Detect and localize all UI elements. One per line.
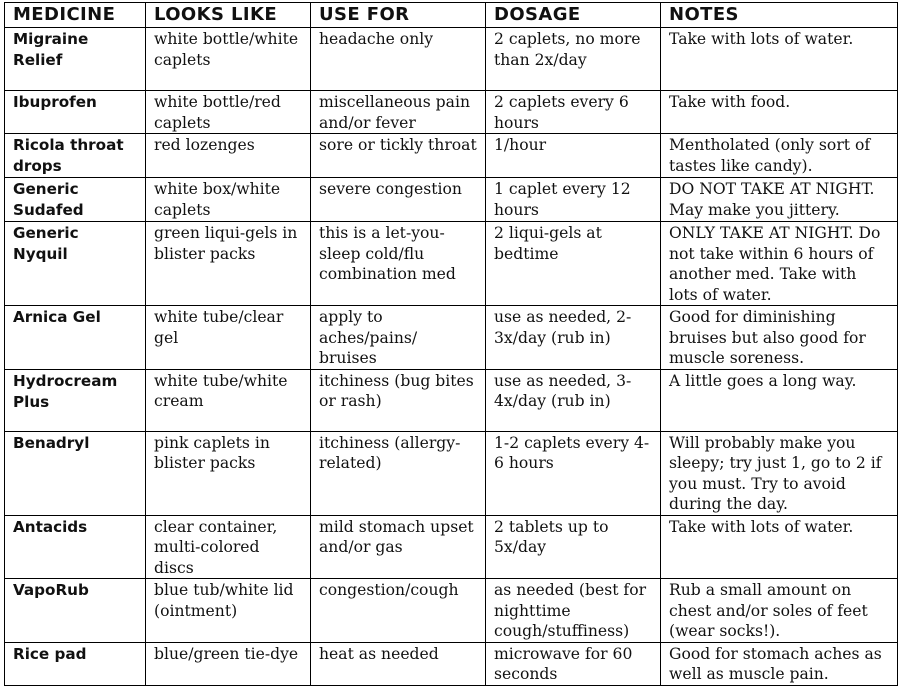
dosage-cell: as needed (best for nighttime cough/stuffiness)	[486, 579, 661, 643]
medicine-name: Generic Nyquil	[5, 222, 146, 306]
use-for-cell: itchiness (allergy-related)	[311, 431, 486, 515]
notes-cell: A little goes a long way.	[661, 369, 898, 431]
use-for-cell: apply to aches/pains/ bruises	[311, 306, 486, 370]
use-for-cell: itchiness (bug bites or rash)	[311, 369, 486, 431]
table-row	[5, 306, 898, 370]
use-for-cell: sore or tickly throat	[311, 134, 486, 178]
looks-like-cell: pink caplets in blister packs	[146, 431, 311, 515]
medicine-name: Hydrocream Plus	[5, 369, 146, 431]
looks-like-cell: blue tub/white lid (ointment)	[146, 579, 311, 643]
use-for-cell: heat as needed	[311, 642, 486, 685]
column-header-looks-like: LOOKS LIKE	[146, 3, 311, 28]
notes-cell: Mentholated (only sort of tastes like candy).	[661, 134, 898, 178]
medicine-name: Antacids	[5, 515, 146, 579]
use-for-cell: mild stomach upset and/or gas	[311, 515, 486, 579]
table-row	[5, 222, 898, 306]
dosage-cell: 1 caplet every 12 hours	[486, 178, 661, 222]
notes-cell: DO NOT TAKE AT NIGHT. May make you jittery.	[661, 178, 898, 222]
medicine-name: Migraine Relief	[5, 28, 146, 91]
header-row	[5, 3, 898, 28]
table-row	[5, 431, 898, 515]
dosage-cell: 2 tablets up to 5x/day	[486, 515, 661, 579]
looks-like-cell: white bottle/red caplets	[146, 91, 311, 134]
dosage-cell: 1-2 caplets every 4-6 hours	[486, 431, 661, 515]
column-header-notes: NOTES	[661, 3, 898, 28]
medicine-name: Generic Sudafed	[5, 178, 146, 222]
notes-cell: Take with lots of water.	[661, 28, 898, 91]
notes-cell: Good for diminishing bruises but also good for muscle soreness.	[661, 306, 898, 370]
looks-like-cell: white tube/white cream	[146, 369, 311, 431]
dosage-cell: use as needed, 3-4x/day (rub in)	[486, 369, 661, 431]
dosage-cell: microwave for 60 seconds	[486, 642, 661, 685]
notes-cell: Will probably make you sleepy; try just 1, go to 2 if you must. Try to avoid during the day.	[661, 431, 898, 515]
table-row	[5, 178, 898, 222]
medicine-name: Ricola throat drops	[5, 134, 146, 178]
looks-like-cell: blue/green tie-dye	[146, 642, 311, 685]
looks-like-cell: red lozenges	[146, 134, 311, 178]
notes-cell: ONLY TAKE AT NIGHT. Do not take within 6 hours of another med. Take with lots of water.	[661, 222, 898, 306]
table-row	[5, 28, 898, 91]
medicine-name: Arnica Gel	[5, 306, 146, 370]
table-row	[5, 91, 898, 134]
dosage-cell: 2 caplets every 6 hours	[486, 91, 661, 134]
dosage-cell: use as needed, 2-3x/day (rub in)	[486, 306, 661, 370]
medicine-name: Benadryl	[5, 431, 146, 515]
medicine-name: VapoRub	[5, 579, 146, 643]
table-row	[5, 369, 898, 431]
looks-like-cell: white tube/clear gel	[146, 306, 311, 370]
looks-like-cell: white box/white caplets	[146, 178, 311, 222]
use-for-cell: congestion/cough	[311, 579, 486, 643]
medicine-name: Rice pad	[5, 642, 146, 685]
use-for-cell: this is a let-you-sleep cold/flu combination med	[311, 222, 486, 306]
use-for-cell: headache only	[311, 28, 486, 91]
notes-cell: Take with food.	[661, 91, 898, 134]
dosage-cell: 1/hour	[486, 134, 661, 178]
table-row	[5, 642, 898, 685]
looks-like-cell: white bottle/white caplets	[146, 28, 311, 91]
dosage-cell: 2 caplets, no more than 2x/day	[486, 28, 661, 91]
use-for-cell: severe congestion	[311, 178, 486, 222]
table-row	[5, 579, 898, 643]
column-header-medicine: MEDICINE	[5, 3, 146, 28]
looks-like-cell: clear container, multi-colored discs	[146, 515, 311, 579]
column-header-dosage: DOSAGE	[486, 3, 661, 28]
table-row	[5, 134, 898, 178]
medicine-name: Ibuprofen	[5, 91, 146, 134]
use-for-cell: miscellaneous pain and/or fever	[311, 91, 486, 134]
table-row	[5, 515, 898, 579]
dosage-cell: 2 liqui-gels at bedtime	[486, 222, 661, 306]
notes-cell: Good for stomach aches as well as muscle pain.	[661, 642, 898, 685]
medicine-table	[4, 2, 898, 686]
notes-cell: Take with lots of water.	[661, 515, 898, 579]
column-header-use-for: USE FOR	[311, 3, 486, 28]
looks-like-cell: green liqui-gels in blister packs	[146, 222, 311, 306]
notes-cell: Rub a small amount on chest and/or soles of feet (wear socks!).	[661, 579, 898, 643]
